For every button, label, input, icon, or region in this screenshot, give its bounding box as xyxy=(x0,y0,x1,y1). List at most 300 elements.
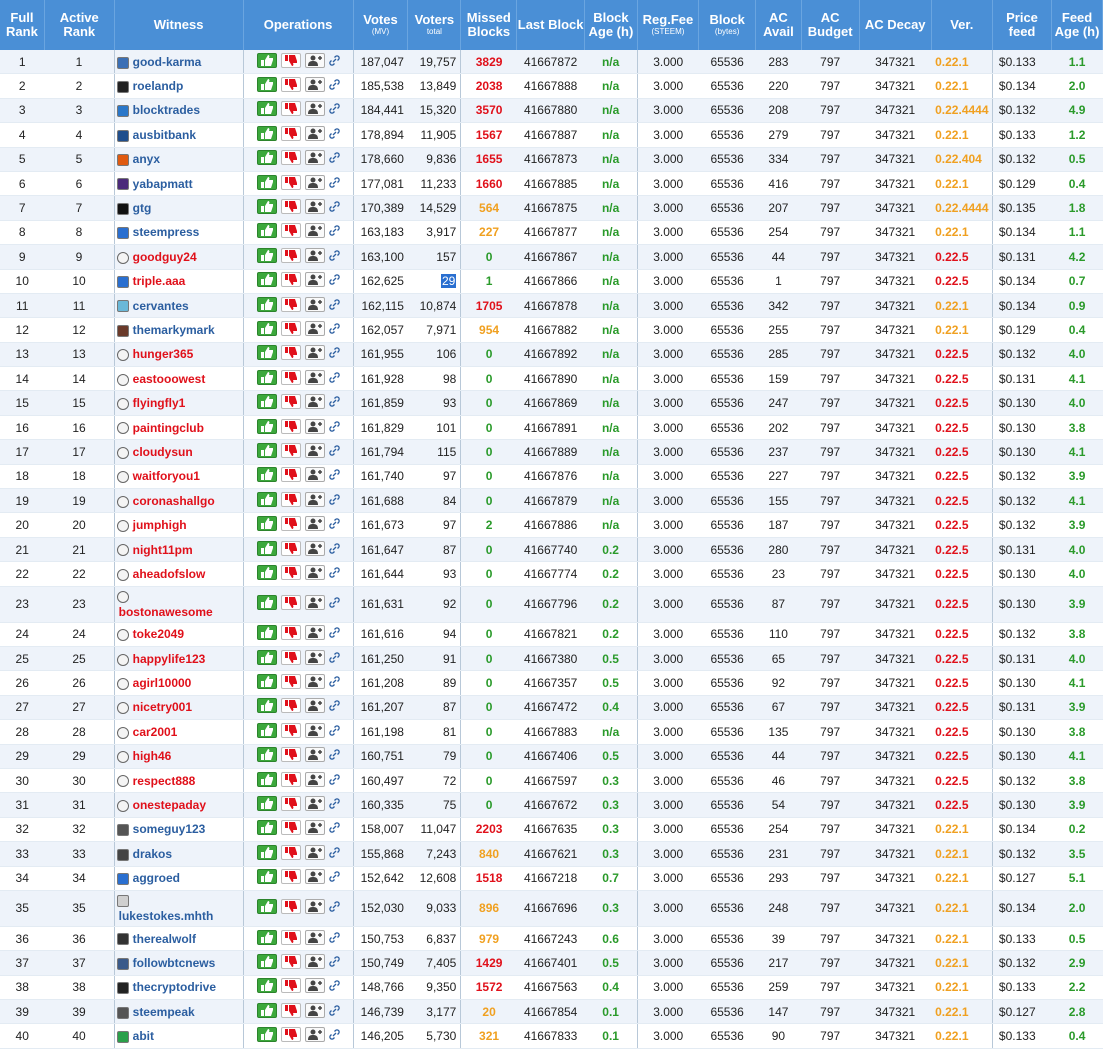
downvote-button[interactable] xyxy=(281,150,301,165)
proxy-button[interactable] xyxy=(305,77,325,92)
link-icon[interactable] xyxy=(329,55,340,66)
witness-link[interactable]: someguy123 xyxy=(132,822,206,837)
proxy-button[interactable] xyxy=(305,747,325,762)
proxy-button[interactable] xyxy=(305,101,325,116)
voters-cell xyxy=(408,123,461,147)
downvote-button[interactable] xyxy=(281,126,301,141)
version-cell xyxy=(931,464,992,488)
upvote-button[interactable] xyxy=(257,516,277,531)
voters-cell xyxy=(408,513,461,537)
reg-fee-cell: 3.000 xyxy=(637,537,698,561)
ac-decay-cell: 347321 xyxy=(859,50,931,74)
link-icon[interactable] xyxy=(329,798,340,809)
link-icon[interactable] xyxy=(329,396,340,407)
upvote-button[interactable] xyxy=(257,625,277,640)
downvote-button[interactable] xyxy=(281,796,301,811)
proxy-button[interactable] xyxy=(305,297,325,312)
link-icon[interactable] xyxy=(329,152,340,163)
witness-link[interactable]: cloudysun xyxy=(132,444,193,459)
thumbs-down-icon xyxy=(284,932,298,943)
block-age-cell xyxy=(584,866,637,890)
upvote-button[interactable] xyxy=(257,930,277,945)
witness-link[interactable]: cervantes xyxy=(132,298,189,313)
downvote-button[interactable] xyxy=(281,723,301,738)
upvote-button[interactable] xyxy=(257,595,277,610)
witness-cell xyxy=(114,245,243,269)
add-user-icon xyxy=(308,627,322,638)
avatar xyxy=(117,227,129,239)
upvote-button[interactable] xyxy=(257,467,277,482)
downvote-button[interactable] xyxy=(281,175,301,190)
link-icon[interactable] xyxy=(329,274,340,285)
downvote-button[interactable] xyxy=(281,345,301,360)
ac-avail-cell: 255 xyxy=(756,318,801,342)
full-rank-cell: 24 xyxy=(0,622,44,646)
link-icon[interactable] xyxy=(329,567,340,578)
witness-link[interactable]: triple.aaa xyxy=(132,274,186,289)
proxy-button[interactable] xyxy=(305,674,325,689)
header-price-feed[interactable]: Price feed xyxy=(992,0,1051,50)
upvote-button[interactable] xyxy=(257,101,277,116)
proxy-button[interactable] xyxy=(305,541,325,556)
upvote-button[interactable] xyxy=(257,419,277,434)
downvote-button[interactable] xyxy=(281,101,301,116)
voters-value: 7,971 xyxy=(426,322,457,337)
header-feed-age[interactable]: Feed Age (h) xyxy=(1052,0,1103,50)
witness-link[interactable]: paintingclub xyxy=(132,420,204,435)
proxy-button[interactable] xyxy=(305,272,325,287)
price-feed-cell: $0.130 xyxy=(992,391,1051,415)
upvote-button[interactable] xyxy=(257,845,277,860)
downvote-button[interactable] xyxy=(281,516,301,531)
proxy-button[interactable] xyxy=(305,150,325,165)
witness-link[interactable]: flyingfly1 xyxy=(132,396,186,411)
witness-link[interactable]: car2001 xyxy=(132,724,178,739)
upvote-button[interactable] xyxy=(257,698,277,713)
witness-link[interactable]: agirl10000 xyxy=(132,676,192,691)
votes-cell: 161,688 xyxy=(353,489,408,513)
link-icon[interactable] xyxy=(329,347,340,358)
reg-fee-cell: 3.000 xyxy=(637,98,698,122)
witness-link[interactable]: waitforyou1 xyxy=(132,469,200,484)
witness-link[interactable]: drakos xyxy=(132,846,172,861)
downvote-button[interactable] xyxy=(281,248,301,263)
thumbs-down-icon xyxy=(284,518,298,529)
downvote-button[interactable] xyxy=(281,394,301,409)
ac-avail-cell: 283 xyxy=(756,50,801,74)
downvote-button[interactable] xyxy=(281,1003,301,1018)
downvote-button[interactable] xyxy=(281,930,301,945)
votes-cell: 161,631 xyxy=(353,586,408,622)
header-votes[interactable] xyxy=(353,0,408,50)
witness-link[interactable]: therealwolf xyxy=(132,931,196,946)
thumbs-down-icon xyxy=(284,445,298,456)
upvote-button[interactable] xyxy=(257,820,277,835)
proxy-button[interactable] xyxy=(305,467,325,482)
block-age-value: 0.2 xyxy=(602,627,619,642)
upvote-button[interactable] xyxy=(257,345,277,360)
missed-blocks-cell xyxy=(461,74,517,98)
header-voters[interactable] xyxy=(408,0,461,50)
proxy-button[interactable] xyxy=(305,565,325,580)
proxy-button[interactable] xyxy=(305,869,325,884)
link-icon[interactable] xyxy=(329,421,340,432)
downvote-button[interactable] xyxy=(281,845,301,860)
upvote-button[interactable] xyxy=(257,796,277,811)
voters-value: 11,233 xyxy=(420,176,457,191)
reg-fee-cell: 3.000 xyxy=(637,695,698,719)
proxy-button[interactable] xyxy=(305,796,325,811)
link-icon[interactable] xyxy=(329,676,340,687)
link-icon[interactable] xyxy=(329,597,340,608)
missed-blocks-value: 0 xyxy=(485,420,493,435)
version-value: 0.22.1 xyxy=(935,901,969,916)
link-icon[interactable] xyxy=(329,932,340,943)
missed-blocks-value: 0 xyxy=(485,249,493,264)
downvote-button[interactable] xyxy=(281,272,301,287)
feed-age-cell xyxy=(1052,245,1103,269)
proxy-button[interactable] xyxy=(305,978,325,993)
upvote-button[interactable] xyxy=(257,370,277,385)
proxy-button[interactable] xyxy=(305,650,325,665)
feed-age-cell xyxy=(1052,342,1103,366)
link-icon[interactable] xyxy=(329,822,340,833)
link-icon[interactable] xyxy=(329,652,340,663)
ac-budget-cell: 797 xyxy=(801,415,859,439)
proxy-button[interactable] xyxy=(305,698,325,713)
downvote-button[interactable] xyxy=(281,321,301,336)
block-age-cell xyxy=(584,318,637,342)
link-icon[interactable] xyxy=(329,700,340,711)
price-feed-cell: $0.131 xyxy=(992,245,1051,269)
upvote-button[interactable] xyxy=(257,899,277,914)
upvote-button[interactable] xyxy=(257,954,277,969)
witness-link[interactable]: night11pm xyxy=(132,542,193,557)
thumbs-down-icon xyxy=(284,396,298,407)
active-rank-cell: 33 xyxy=(44,842,114,866)
ac-avail-cell: 1 xyxy=(756,269,801,293)
header-witness[interactable]: Witness xyxy=(114,0,243,50)
downvote-button[interactable] xyxy=(281,1027,301,1042)
witness-link[interactable]: anyx xyxy=(132,152,160,167)
witness-link[interactable]: happylife123 xyxy=(132,651,206,666)
link-icon[interactable] xyxy=(329,250,340,261)
witness-link[interactable]: followbtcnews xyxy=(132,955,216,970)
witness-link[interactable]: eastooowest xyxy=(132,371,206,386)
thumbs-up-icon xyxy=(260,543,274,554)
link-icon[interactable] xyxy=(329,323,340,334)
link-icon[interactable] xyxy=(329,725,340,736)
feed-age-value: 1.8 xyxy=(1068,201,1086,216)
witness-link[interactable]: ausbitbank xyxy=(132,127,196,142)
proxy-button[interactable] xyxy=(305,1027,325,1042)
link-icon[interactable] xyxy=(329,103,340,114)
header-ac-decay[interactable]: AC Decay xyxy=(859,0,931,50)
witness-link[interactable]: onestepaday xyxy=(132,798,206,813)
upvote-button[interactable] xyxy=(257,394,277,409)
upvote-button[interactable] xyxy=(257,53,277,68)
witness-link[interactable]: coronashallgo xyxy=(132,493,215,508)
witness-link[interactable]: yabapmatt xyxy=(132,176,193,191)
version-value: 0.22.5 xyxy=(935,773,969,788)
upvote-button[interactable] xyxy=(257,443,277,458)
downvote-button[interactable] xyxy=(281,869,301,884)
feed-age-value: 4.0 xyxy=(1068,347,1086,362)
witness-link[interactable]: good-karma xyxy=(132,54,202,69)
proxy-button[interactable] xyxy=(305,199,325,214)
witness-link[interactable]: hunger365 xyxy=(132,347,194,362)
proxy-button[interactable] xyxy=(305,625,325,640)
proxy-button[interactable] xyxy=(305,223,325,238)
voters-cell xyxy=(408,866,461,890)
witness-link[interactable]: abit xyxy=(132,1029,154,1044)
header-ac-avail[interactable]: AC Avail xyxy=(756,0,801,50)
block-age-cell xyxy=(584,671,637,695)
link-icon[interactable] xyxy=(329,627,340,638)
upvote-button[interactable] xyxy=(257,650,277,665)
upvote-button[interactable] xyxy=(257,747,277,762)
block-age-value: n/a xyxy=(601,724,620,739)
witness-link[interactable]: steempress xyxy=(132,225,200,240)
header-version[interactable]: Ver. xyxy=(931,0,992,50)
upvote-button[interactable] xyxy=(257,1003,277,1018)
upvote-button[interactable] xyxy=(257,541,277,556)
witness-cell xyxy=(114,646,243,670)
upvote-button[interactable] xyxy=(257,1027,277,1042)
proxy-button[interactable] xyxy=(305,321,325,336)
thumbs-up-icon xyxy=(260,152,274,163)
downvote-button[interactable] xyxy=(281,698,301,713)
link-icon[interactable] xyxy=(329,1029,340,1040)
ac-budget-cell: 797 xyxy=(801,98,859,122)
link-icon[interactable] xyxy=(329,128,340,139)
witness-link[interactable]: high46 xyxy=(132,749,172,764)
witness-link[interactable]: steempeak xyxy=(132,1004,195,1019)
link-icon[interactable] xyxy=(329,372,340,383)
upvote-button[interactable] xyxy=(257,272,277,287)
voters-value: 106 xyxy=(436,347,457,362)
operations-cell xyxy=(243,793,353,817)
upvote-button[interactable] xyxy=(257,723,277,738)
downvote-button[interactable] xyxy=(281,443,301,458)
proxy-button[interactable] xyxy=(305,248,325,263)
downvote-button[interactable] xyxy=(281,370,301,385)
voters-cell xyxy=(408,890,461,926)
table-row xyxy=(0,890,1103,926)
missed-blocks-cell xyxy=(461,342,517,366)
upvote-button[interactable] xyxy=(257,869,277,884)
downvote-button[interactable] xyxy=(281,625,301,640)
header-missed-blocks[interactable]: Missed Blocks xyxy=(461,0,517,50)
upvote-button[interactable] xyxy=(257,772,277,787)
witness-link[interactable]: toke2049 xyxy=(132,627,185,642)
witness-link[interactable]: thecryptodrive xyxy=(132,980,216,995)
missed-blocks-cell xyxy=(461,951,517,975)
voters-cell xyxy=(408,50,461,74)
proxy-button[interactable] xyxy=(305,845,325,860)
witness-link[interactable]: aheadofslow xyxy=(132,566,206,581)
link-icon[interactable] xyxy=(329,177,340,188)
witness-link[interactable]: goodguy24 xyxy=(132,249,197,264)
link-icon[interactable] xyxy=(329,956,340,967)
feed-age-cell xyxy=(1052,220,1103,244)
downvote-button[interactable] xyxy=(281,223,301,238)
downvote-button[interactable] xyxy=(281,565,301,580)
header-ac-budget[interactable]: AC Budget xyxy=(801,0,859,50)
proxy-button[interactable] xyxy=(305,394,325,409)
upvote-button[interactable] xyxy=(257,674,277,689)
link-icon[interactable] xyxy=(329,201,340,212)
header-last-block[interactable]: Last Block xyxy=(517,0,585,50)
link-icon[interactable] xyxy=(329,469,340,480)
link-icon[interactable] xyxy=(329,299,340,310)
missed-blocks-value: 0 xyxy=(485,773,493,788)
avatar xyxy=(117,591,129,603)
add-user-icon xyxy=(308,822,322,833)
link-icon[interactable] xyxy=(329,980,340,991)
thumbs-down-icon xyxy=(284,567,298,578)
active-rank-cell: 13 xyxy=(44,342,114,366)
feed-age-cell xyxy=(1052,269,1103,293)
link-icon[interactable] xyxy=(329,871,340,882)
operations-cell xyxy=(243,440,353,464)
downvote-button[interactable] xyxy=(281,199,301,214)
upvote-button[interactable] xyxy=(257,175,277,190)
link-icon[interactable] xyxy=(329,225,340,236)
downvote-button[interactable] xyxy=(281,419,301,434)
full-rank-cell: 34 xyxy=(0,866,44,890)
missed-blocks-cell xyxy=(461,586,517,622)
version-value: 0.22.4444 xyxy=(935,103,989,118)
proxy-button[interactable] xyxy=(305,126,325,141)
downvote-button[interactable] xyxy=(281,978,301,993)
upvote-button[interactable] xyxy=(257,199,277,214)
missed-blocks-cell xyxy=(461,318,517,342)
witness-link[interactable]: aggroed xyxy=(132,871,180,886)
downvote-button[interactable] xyxy=(281,467,301,482)
link-icon[interactable] xyxy=(329,494,340,505)
add-user-icon xyxy=(308,55,322,66)
link-icon[interactable] xyxy=(329,518,340,529)
proxy-button[interactable] xyxy=(305,516,325,531)
witness-link[interactable]: gtg xyxy=(132,201,152,216)
proxy-button[interactable] xyxy=(305,492,325,507)
witness-link[interactable]: blocktrades xyxy=(132,103,200,118)
proxy-button[interactable] xyxy=(305,954,325,969)
header-reg-fee[interactable] xyxy=(637,0,698,50)
proxy-button[interactable] xyxy=(305,345,325,360)
downvote-button[interactable] xyxy=(281,650,301,665)
witness-link[interactable]: nicetry001 xyxy=(132,700,193,715)
version-cell xyxy=(931,489,992,513)
proxy-button[interactable] xyxy=(305,443,325,458)
block-size-cell: 65536 xyxy=(699,415,756,439)
witness-link[interactable]: respect888 xyxy=(132,773,196,788)
proxy-button[interactable] xyxy=(305,595,325,610)
downvote-button[interactable] xyxy=(281,77,301,92)
witness-link[interactable]: lukestokes.mhth xyxy=(118,909,214,924)
upvote-button[interactable] xyxy=(257,321,277,336)
last-block-cell: 41667243 xyxy=(517,926,585,950)
ac-decay-cell: 347321 xyxy=(859,1000,931,1024)
proxy-button[interactable] xyxy=(305,772,325,787)
header-full-rank[interactable]: Full Rank xyxy=(0,0,44,50)
link-icon[interactable] xyxy=(329,901,340,912)
link-icon[interactable] xyxy=(329,445,340,456)
link-icon[interactable] xyxy=(329,79,340,90)
full-rank-cell: 23 xyxy=(0,586,44,622)
witness-cell xyxy=(114,464,243,488)
upvote-button[interactable] xyxy=(257,565,277,580)
downvote-button[interactable] xyxy=(281,899,301,914)
upvote-button[interactable] xyxy=(257,297,277,312)
link-icon[interactable] xyxy=(329,749,340,760)
witness-link[interactable]: jumphigh xyxy=(132,518,187,533)
upvote-button[interactable] xyxy=(257,223,277,238)
avatar xyxy=(117,130,129,142)
upvote-button[interactable] xyxy=(257,492,277,507)
witness-link[interactable]: themarkymark xyxy=(132,322,215,337)
link-icon[interactable] xyxy=(329,774,340,785)
feed-age-cell xyxy=(1052,562,1103,586)
upvote-button[interactable] xyxy=(257,77,277,92)
price-feed-cell: $0.132 xyxy=(992,147,1051,171)
version-value: 0.22.5 xyxy=(935,249,969,264)
downvote-button[interactable] xyxy=(281,674,301,689)
proxy-button[interactable] xyxy=(305,419,325,434)
downvote-button[interactable] xyxy=(281,772,301,787)
proxy-button[interactable] xyxy=(305,930,325,945)
proxy-button[interactable] xyxy=(305,899,325,914)
proxy-button[interactable] xyxy=(305,370,325,385)
header-block-age[interactable]: Block Age (h) xyxy=(584,0,637,50)
proxy-button[interactable] xyxy=(305,53,325,68)
upvote-button[interactable] xyxy=(257,248,277,263)
ac-budget-cell: 797 xyxy=(801,293,859,317)
witness-link[interactable]: bostonawesome xyxy=(118,605,213,620)
add-user-icon xyxy=(308,700,322,711)
upvote-button[interactable] xyxy=(257,978,277,993)
link-icon[interactable] xyxy=(329,847,340,858)
proxy-button[interactable] xyxy=(305,723,325,738)
downvote-button[interactable] xyxy=(281,595,301,610)
downvote-button[interactable] xyxy=(281,541,301,556)
upvote-button[interactable] xyxy=(257,150,277,165)
proxy-button[interactable] xyxy=(305,820,325,835)
header-active-rank[interactable]: Active Rank xyxy=(44,0,114,50)
header-block-size[interactable] xyxy=(699,0,756,50)
witness-cell xyxy=(114,1024,243,1048)
active-rank-cell: 23 xyxy=(44,586,114,622)
link-icon[interactable] xyxy=(329,1005,340,1016)
downvote-button[interactable] xyxy=(281,492,301,507)
witness-cell xyxy=(114,98,243,122)
downvote-button[interactable] xyxy=(281,53,301,68)
upvote-button[interactable] xyxy=(257,126,277,141)
proxy-button[interactable] xyxy=(305,175,325,190)
active-rank-cell: 11 xyxy=(44,293,114,317)
link-icon[interactable] xyxy=(329,543,340,554)
block-age-cell xyxy=(584,890,637,926)
block-size-cell: 65536 xyxy=(699,171,756,195)
version-cell xyxy=(931,220,992,244)
downvote-button[interactable] xyxy=(281,297,301,312)
downvote-button[interactable] xyxy=(281,954,301,969)
witness-link[interactable]: roelandp xyxy=(132,79,184,94)
downvote-button[interactable] xyxy=(281,820,301,835)
downvote-button[interactable] xyxy=(281,747,301,762)
proxy-button[interactable] xyxy=(305,1003,325,1018)
